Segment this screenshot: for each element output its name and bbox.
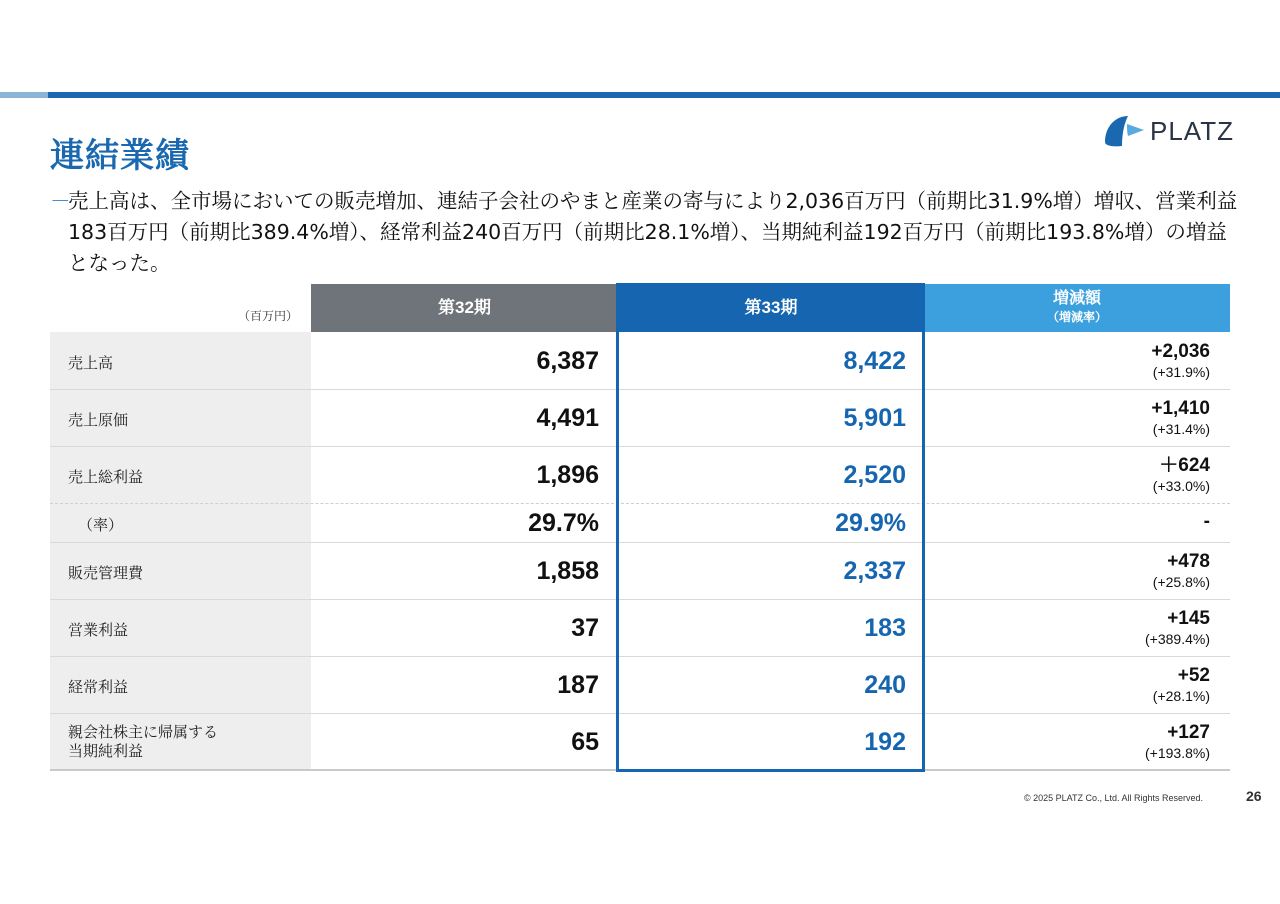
value-period-33: 240 xyxy=(864,671,906,699)
slide-title: 連結業績 xyxy=(50,136,190,176)
value-period-32: 1,896 xyxy=(536,461,599,489)
change-rate: (+31.4%) xyxy=(1152,421,1210,437)
summary-text: 売上高は、全市場においての販売増加、連結子会社のやまと産業の寄与により2,036百万円（前期比31.9%増）増収、営業利益183百万円（前期比389.4%増）、経常利益240百万円（前期比28.1%増）、当期純利益192百万円（前期比193.8%増）の増益となった。 xyxy=(68,189,1238,275)
value-period-32: 29.7% xyxy=(528,509,599,537)
copyright: © 2025 PLATZ Co., Ltd. All Rights Reserved. xyxy=(1024,793,1204,803)
header-change-rate-label: （増減率） xyxy=(1046,310,1107,324)
row-label-line1: 親会社株主に帰属する xyxy=(68,724,219,741)
change-cell xyxy=(924,722,1210,762)
change-cell xyxy=(924,608,1210,648)
change-amount: +478 xyxy=(1167,551,1210,572)
change-rate: (+28.1%) xyxy=(1152,688,1210,704)
row-label: 売上原価 xyxy=(68,412,129,429)
change-cell xyxy=(924,455,1210,495)
value-period-33: 29.9% xyxy=(835,509,906,537)
value-period-32: 65 xyxy=(571,728,599,756)
change-amount: - xyxy=(1203,511,1210,532)
change-cell xyxy=(924,665,1210,705)
change-cell xyxy=(924,511,1210,533)
value-period-32: 37 xyxy=(571,614,599,642)
logo-wordmark: PLATZ xyxy=(1150,116,1234,146)
value-period-32: 6,387 xyxy=(536,347,599,375)
value-period-33: 192 xyxy=(864,728,906,756)
value-period-32: 4,491 xyxy=(536,404,599,432)
table-row-ratio xyxy=(50,503,1230,542)
change-rate: (+193.8%) xyxy=(1145,745,1210,761)
value-period-33: 5,901 xyxy=(843,404,906,432)
change-rate: (+31.9%) xyxy=(1152,364,1210,380)
row-label: （率） xyxy=(78,517,124,534)
value-period-32: 187 xyxy=(557,671,599,699)
change-rate: (+33.0%) xyxy=(1152,478,1210,494)
value-period-33: 2,520 xyxy=(843,461,906,489)
row-label: 経常利益 xyxy=(68,679,129,696)
table-row xyxy=(50,389,1230,446)
change-amount: +52 xyxy=(1177,665,1210,686)
change-cell xyxy=(924,341,1210,381)
change-amount: +145 xyxy=(1167,608,1210,629)
header-accent-bar xyxy=(48,92,1280,98)
header-accent-bar-left xyxy=(0,92,48,98)
table-row xyxy=(50,656,1230,713)
table-row xyxy=(50,599,1230,656)
unit-label: （百万円） xyxy=(238,309,299,323)
change-amount: +1,410 xyxy=(1151,398,1210,419)
table-bottom-border xyxy=(50,769,1230,771)
row-label: 売上総利益 xyxy=(68,469,144,486)
value-period-33: 2,337 xyxy=(843,557,906,585)
bullet-dash: － xyxy=(50,189,71,213)
row-label xyxy=(68,723,218,761)
row-label: 販売管理費 xyxy=(68,565,144,582)
value-period-33: 183 xyxy=(864,614,906,642)
change-cell xyxy=(924,551,1210,591)
table-row xyxy=(50,713,1230,770)
row-label: 営業利益 xyxy=(68,622,129,639)
header-change xyxy=(924,284,1230,332)
value-period-33: 8,422 xyxy=(843,347,906,375)
row-label: 売上高 xyxy=(68,355,114,372)
header-period-32: 第32期 xyxy=(311,284,618,332)
platz-logo xyxy=(1102,112,1254,150)
page-number: 26 xyxy=(1246,788,1262,804)
change-amount: ＋624 xyxy=(1159,455,1210,476)
change-cell xyxy=(924,398,1210,438)
change-amount: +127 xyxy=(1167,722,1210,743)
header-change-label: 増減額 xyxy=(1052,290,1101,307)
row-label-line2: 当期純利益 xyxy=(68,743,144,760)
summary-bullet xyxy=(50,186,1240,279)
change-amount: +2,036 xyxy=(1151,341,1210,362)
table-row xyxy=(50,332,1230,389)
change-rate: (+25.8%) xyxy=(1152,574,1210,590)
table-row xyxy=(50,446,1230,503)
table-row xyxy=(50,542,1230,599)
header-period-33: 第33期 xyxy=(618,284,924,332)
platz-logo-icon xyxy=(1102,112,1148,150)
value-period-32: 1,858 xyxy=(536,557,599,585)
change-rate: (+389.4%) xyxy=(1145,631,1210,647)
